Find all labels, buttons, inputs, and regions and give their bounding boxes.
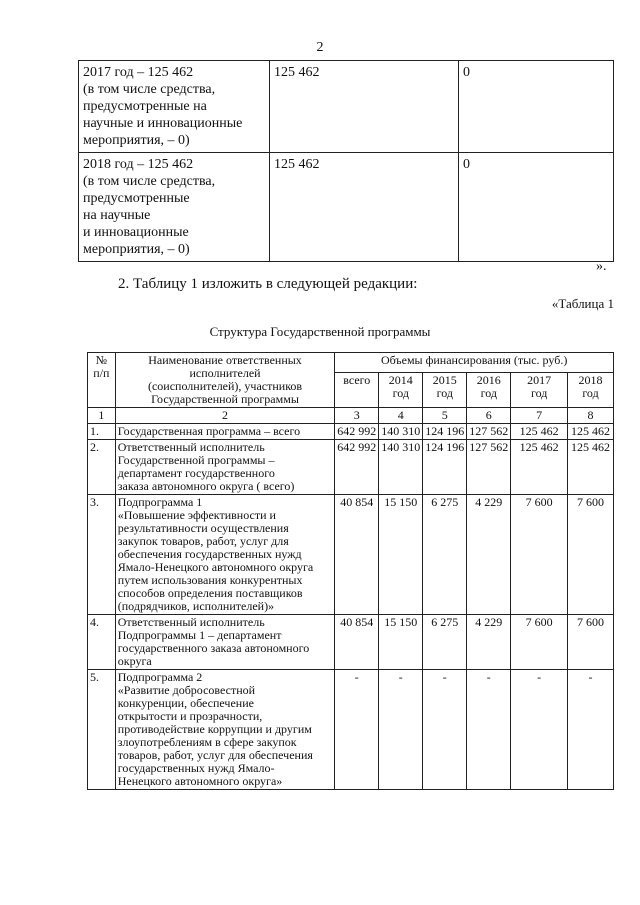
- header-num: [88, 353, 116, 408]
- value-2017: 7 600: [511, 495, 568, 615]
- value-2015: -: [423, 670, 467, 790]
- value-2018: -: [568, 670, 614, 790]
- name-line: округа: [117, 654, 152, 668]
- program-structure-table: [87, 352, 614, 790]
- name-line: Подпрограмма 2: [117, 670, 203, 684]
- label-line: на научные: [83, 208, 151, 223]
- label-line: 2017 год – 125 462: [83, 65, 194, 80]
- header-year: [511, 372, 568, 407]
- header-line: №: [95, 353, 108, 367]
- header-line: (соисполнителей), участников: [147, 379, 303, 393]
- header-line: 2015: [432, 372, 457, 387]
- name-line: товаров, работ, услуг для обеспечения: [117, 748, 313, 762]
- column-number: 2: [115, 408, 335, 424]
- header-line: Государственной программы: [151, 392, 299, 406]
- label-line: (в том числе средства,: [83, 174, 216, 189]
- name-line: Подпрограммы 1 – департамент: [117, 628, 282, 642]
- value-2014: -: [379, 670, 423, 790]
- value-2017: 125 462: [511, 440, 568, 495]
- header-total: всего: [335, 372, 379, 407]
- name-line: Ответственный исполнитель: [117, 440, 265, 454]
- name-line: открытости и прозрачности,: [117, 709, 263, 723]
- value-2015: 124 196: [423, 424, 467, 440]
- name-line: Государственная программа – всего: [117, 424, 301, 438]
- value-2017: 125 462: [511, 424, 568, 440]
- name-line: путем использования конкурентных: [117, 573, 303, 587]
- table-row: [88, 670, 614, 790]
- table-row: [88, 495, 614, 615]
- budget-continuation-table: [78, 60, 614, 262]
- value-2018: 7 600: [568, 615, 614, 670]
- header-line: Наименование ответственных: [148, 353, 302, 367]
- value-total: 40 854: [335, 615, 379, 670]
- header-year: [568, 372, 614, 407]
- table-row: [88, 615, 614, 670]
- value-2018: 125 462: [568, 440, 614, 495]
- name-line: государственного заказа автономного: [117, 641, 310, 655]
- column-number: 8: [568, 408, 614, 424]
- value-2014: 140 310: [379, 440, 423, 495]
- row-name: [115, 615, 335, 670]
- value-cell: 125 462: [270, 61, 459, 153]
- name-line: (подрядчиков, исполнителей)»: [117, 599, 275, 613]
- label-line: мероприятия, – 0): [83, 242, 190, 257]
- label-line: научные и инновационные: [83, 116, 243, 131]
- value-total: -: [335, 670, 379, 790]
- name-line: заказа автономного округа ( всего): [117, 479, 295, 493]
- value-2015: 6 275: [423, 495, 467, 615]
- row-number: 3.: [88, 495, 116, 615]
- closing-quote: ».: [596, 259, 607, 274]
- header-line: 2014: [388, 372, 413, 387]
- value-2016: -: [467, 670, 511, 790]
- extra-cell: 0: [459, 61, 614, 153]
- header-line: год: [582, 385, 599, 400]
- value-total: 642 992: [335, 424, 379, 440]
- column-number: 5: [423, 408, 467, 424]
- row-name: [115, 424, 335, 440]
- value-2015: 6 275: [423, 615, 467, 670]
- header-funding: Объемы финансирования (тыс. руб.): [335, 353, 614, 373]
- name-line: Государственной программы –: [117, 453, 275, 467]
- label-line: 2018 год – 125 462: [83, 157, 194, 172]
- value-2016: 127 562: [467, 424, 511, 440]
- name-line: закупок товаров, работ, услуг для: [117, 534, 289, 548]
- name-line: результативности осуществления: [117, 521, 289, 535]
- header-line: 2018: [578, 372, 603, 387]
- value-2017: -: [511, 670, 568, 790]
- name-line: Ненецкого автономного округа»: [117, 774, 283, 788]
- value-2017: 7 600: [511, 615, 568, 670]
- value-2015: 124 196: [423, 440, 467, 495]
- row-name: [115, 670, 335, 790]
- name-line: противодействие коррупции и другим: [117, 722, 312, 736]
- column-number: 7: [511, 408, 568, 424]
- row-name: [115, 440, 335, 495]
- column-number: 3: [335, 408, 379, 424]
- column-number-row: [88, 408, 614, 424]
- value-2016: 127 562: [467, 440, 511, 495]
- label-line: мероприятия, – 0): [83, 133, 190, 148]
- value-cell: 125 462: [270, 153, 459, 262]
- header-row: [88, 353, 614, 373]
- header-line: год: [530, 385, 548, 400]
- header-line: п/п: [93, 366, 110, 380]
- table-row: [88, 440, 614, 495]
- row-number: 1.: [88, 424, 116, 440]
- header-line: год: [480, 385, 497, 400]
- table-row: [79, 61, 614, 153]
- value-2014: 140 310: [379, 424, 423, 440]
- header-line: год: [436, 385, 453, 400]
- label-line: предусмотренные: [83, 191, 190, 206]
- value-2016: 4 229: [467, 615, 511, 670]
- instruction-text: 2. Таблицу 1 изложить в следующей редакции:: [118, 276, 418, 292]
- value-2014: 15 150: [379, 495, 423, 615]
- value-2018: 125 462: [568, 424, 614, 440]
- header-line: исполнителей: [189, 366, 261, 380]
- column-number: 4: [379, 408, 423, 424]
- row-number: 2.: [88, 440, 116, 495]
- year-label-cell: [79, 153, 270, 262]
- header-year: [467, 372, 511, 407]
- name-line: «Развитие добросовестной: [117, 683, 256, 697]
- header-name: [115, 353, 335, 408]
- name-line: злоупотреблениям в сфере закупок: [117, 735, 297, 749]
- name-line: Ответственный исполнитель: [117, 615, 265, 629]
- table-row: [88, 424, 614, 440]
- column-number: 6: [467, 408, 511, 424]
- header-year: [423, 372, 467, 407]
- structure-title: Структура Государственной программы: [209, 324, 431, 339]
- header-line: 2016: [476, 372, 501, 387]
- value-total: 642 992: [335, 440, 379, 495]
- row-number: 5.: [88, 670, 116, 790]
- extra-cell: 0: [459, 153, 614, 262]
- name-line: Подпрограмма 1: [117, 495, 203, 509]
- year-label-cell: [79, 61, 270, 153]
- header-line: 2017: [527, 372, 552, 387]
- value-total: 40 854: [335, 495, 379, 615]
- page-number: 2: [316, 40, 324, 55]
- name-line: департамент государственного: [117, 466, 275, 480]
- row-name: [115, 495, 335, 615]
- name-line: Ямало-Ненецкого автономного округа: [117, 560, 314, 574]
- value-2016: 4 229: [467, 495, 511, 615]
- label-line: предусмотренные на: [83, 99, 207, 114]
- name-line: способов определения поставщиков: [117, 586, 303, 600]
- label-line: (в том числе средства,: [83, 82, 216, 97]
- value-2018: 7 600: [568, 495, 614, 615]
- name-line: государственных нужд Ямало-: [117, 761, 275, 775]
- name-line: конкуренции, обеспечение: [117, 696, 254, 710]
- table-label: «Таблица 1: [551, 296, 614, 311]
- column-number: 1: [88, 408, 116, 424]
- name-line: «Повышение эффективности и: [117, 508, 276, 522]
- value-2014: 15 150: [379, 615, 423, 670]
- table-row: [79, 153, 614, 262]
- label-line: и инновационные: [83, 225, 189, 240]
- header-line: год: [392, 385, 409, 400]
- name-line: обеспечения государственных нужд: [117, 547, 302, 561]
- header-year: [379, 372, 423, 407]
- row-number: 4.: [88, 615, 116, 670]
